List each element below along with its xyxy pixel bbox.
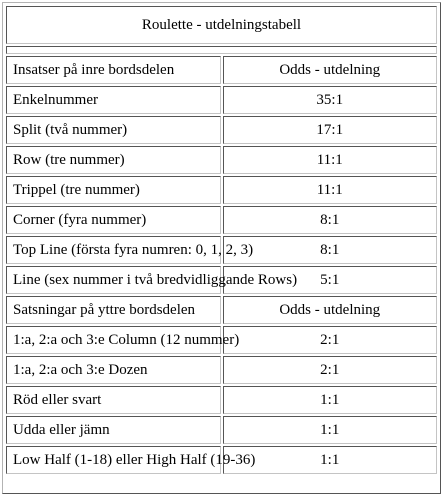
- outer-odds-header: Odds - utdelning: [223, 296, 438, 324]
- table-row: [6, 116, 437, 144]
- bet-name: Enkelnummer: [6, 86, 221, 114]
- bet-name: 1:a, 2:a och 3:e Column (12 nummer): [6, 326, 221, 354]
- table-row: [6, 386, 437, 414]
- table-row: [6, 326, 437, 354]
- title-row: [6, 6, 437, 44]
- table-title: Roulette - utdelningstabell: [6, 6, 437, 44]
- bet-odds: 1:1: [223, 386, 438, 414]
- bet-odds: 8:1: [223, 206, 438, 234]
- table-row: [6, 266, 437, 294]
- bet-name: Udda eller jämn: [6, 416, 221, 444]
- bet-name: Row (tre nummer): [6, 146, 221, 174]
- bet-name: 1:a, 2:a och 3:e Dozen: [6, 356, 221, 384]
- table-row: [6, 176, 437, 204]
- bet-name: Trippel (tre nummer): [6, 176, 221, 204]
- bet-odds: 8:1: [223, 236, 438, 264]
- table-row: [6, 446, 437, 474]
- inner-odds-header: Odds - utdelning: [223, 56, 438, 84]
- bet-name: Low Half (1-18) eller High Half (19-36): [6, 446, 221, 474]
- table-row: [6, 86, 437, 114]
- table-row: [6, 356, 437, 384]
- bet-odds: 2:1: [223, 326, 438, 354]
- bet-odds: 17:1: [223, 116, 438, 144]
- bet-odds: 2:1: [223, 356, 438, 384]
- roulette-payout-table: [4, 4, 439, 476]
- table-row: [6, 236, 437, 264]
- outer-bets-header: Satsningar på yttre bordsdelen: [6, 296, 221, 324]
- bet-name: Top Line (första fyra numren: 0, 1, 2, 3): [6, 236, 221, 264]
- payout-table-frame: [2, 2, 441, 494]
- bet-odds: 5:1: [223, 266, 438, 294]
- table-row: [6, 416, 437, 444]
- table-row: [6, 206, 437, 234]
- inner-bets-header: Insatser på inre bordsdelen: [6, 56, 221, 84]
- outer-bets-header-row: [6, 296, 437, 324]
- bet-odds: 1:1: [223, 416, 438, 444]
- bet-odds: 11:1: [223, 176, 438, 204]
- bet-name: Line (sex nummer i två bredvidliggande Rows): [6, 266, 221, 294]
- bet-odds: 11:1: [223, 146, 438, 174]
- spacer-row: [6, 46, 437, 54]
- inner-bets-header-row: [6, 56, 437, 84]
- bet-odds: 35:1: [223, 86, 438, 114]
- bet-name: Split (två nummer): [6, 116, 221, 144]
- bet-name: Corner (fyra nummer): [6, 206, 221, 234]
- bet-odds: 1:1: [223, 446, 438, 474]
- table-row: [6, 146, 437, 174]
- bet-name: Röd eller svart: [6, 386, 221, 414]
- spacer-cell: [6, 46, 437, 54]
